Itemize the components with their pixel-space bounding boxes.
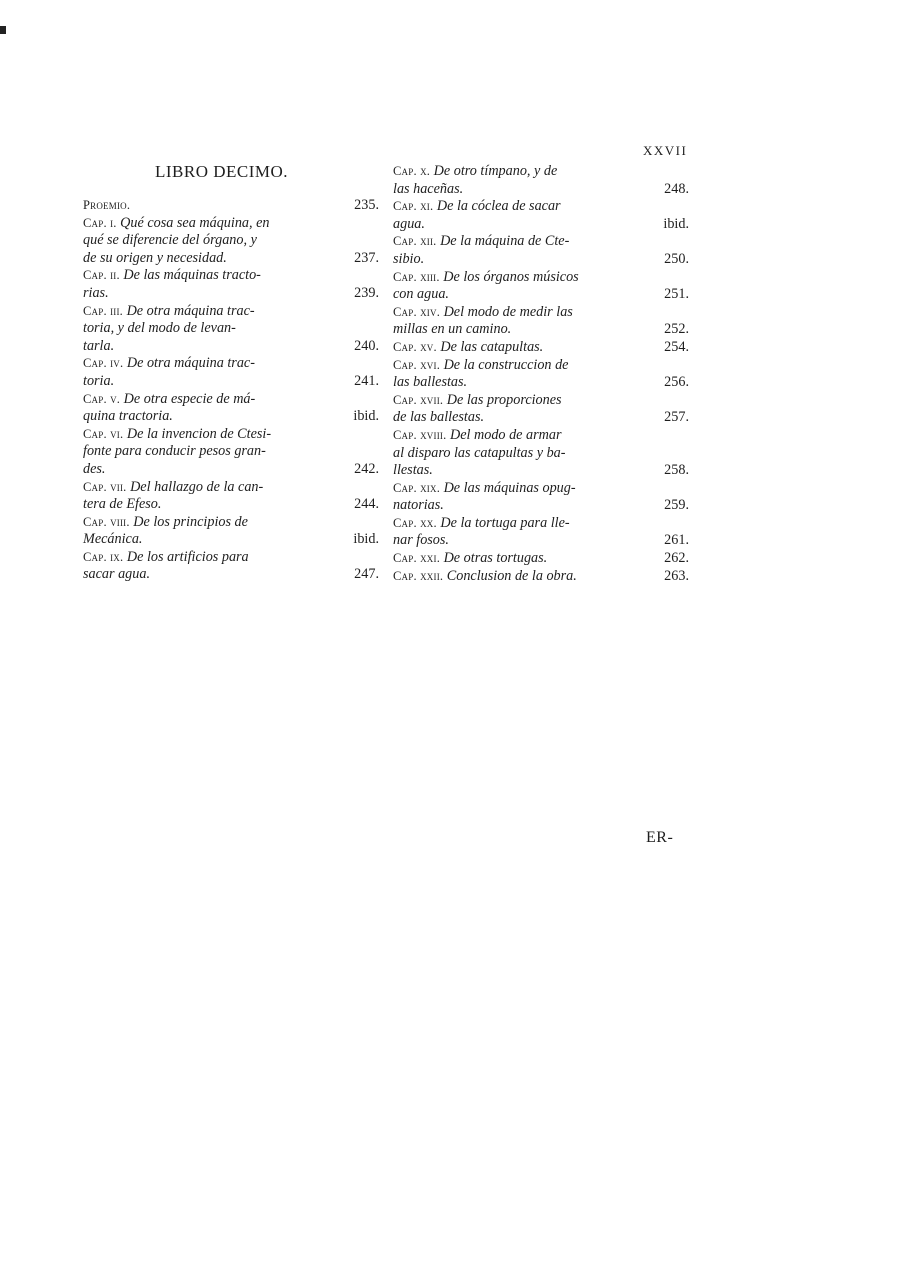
toc-entry-line [83,408,379,426]
toc-entry-line [83,443,379,461]
chapter-title-text: agua. [393,215,425,232]
chapter-title-text: al disparo las catapultas y ba- [393,444,566,461]
toc-entry-line [83,461,379,479]
toc-entry [83,426,379,479]
toc-entry-line [393,286,689,304]
chapter-title-text: fonte para conducir pesos gran- [83,443,266,460]
chapter-title-text: De otras tortugas. [440,550,548,567]
page-reference: 244. [354,496,379,513]
chapter-label: Cap. xi. [393,199,434,214]
toc-entry-line [393,550,689,568]
page-reference: 240. [354,337,379,354]
chapter-title-text: rias. [83,284,109,301]
toc-entry-line [83,549,379,567]
toc-entry-line [393,374,689,392]
chapter-label: Cap. xxi. [393,551,441,566]
chapter-title-text: Del modo de armar [446,426,562,443]
chapter-title-text: De la cóclea de sacar [433,198,561,215]
chapter-title-text: de su origen y necesidad. [83,249,227,266]
chapter-title-text: De las proporciones [443,391,562,408]
chapter-title-text: sibio. [393,250,425,267]
toc-entry-line [393,357,689,375]
toc-entry-line [83,514,379,532]
chapter-title-text: las ballestas. [393,374,468,391]
page-reference: 250. [664,250,689,267]
page-number: XXVII [643,143,688,158]
toc-entry-line [393,427,689,445]
chapter-label: Cap. i. [83,215,117,230]
toc-entry [393,339,689,357]
page-reference: 258. [664,462,689,479]
page-reference: 262. [664,550,689,567]
chapter-title-text: nar fosos. [393,532,449,549]
toc-entry-line [393,445,689,463]
chapter-title-text: De otra especie de má- [120,390,256,407]
toc-entry-line [83,355,379,373]
toc-entry-line [83,531,379,549]
toc-entry-line [83,197,379,215]
toc-entry-line [83,338,379,356]
chapter-label: Cap. ii. [83,268,120,283]
toc-entry-line [393,339,689,357]
toc-entry-line [83,267,379,285]
chapter-title-text: De otra máquina trac- [123,355,255,372]
chapter-title-text: De otra máquina trac- [123,302,255,319]
toc-entry-line [393,269,689,287]
chapter-label: Cap. xix. [393,480,441,495]
chapter-label: Cap. xviii. [393,427,447,442]
toc-entry-line [393,198,689,216]
toc-entry [83,514,379,549]
chapter-label: Cap. v. [83,391,121,406]
chapter-label: Cap. xvii. [393,392,444,407]
page-reference: 235. [354,197,379,213]
toc-entry [83,197,379,215]
chapter-title-text: De la construccion de [440,356,569,373]
toc-entry-line [83,479,379,497]
toc-entry [393,392,689,427]
page-reference: 252. [664,321,689,338]
toc-entry-line [393,409,689,427]
chapter-label: Cap. xii. [393,234,437,249]
chapter-title-text: Mecánica. [83,531,143,548]
page-reference: 241. [354,372,379,389]
toc-entry-line [393,304,689,322]
chapter-title-text: De los principios de [129,513,248,530]
chapter-title-text: Del modo de medir las [440,303,573,320]
chapter-title-text: Del hallazgo de la can- [126,478,264,495]
page-reference: 263. [664,567,689,584]
toc-entry [393,550,689,568]
chapter-title-text: De otro tímpano, y de [430,163,558,179]
toc-entry-line [83,215,379,233]
toc-entry-line [83,566,379,584]
chapter-label: Cap. iii. [83,303,124,318]
toc-entry-line [83,250,379,268]
book-title: LIBRO DECIMO. [155,162,289,181]
toc-entry-line [83,391,379,409]
chapter-title-text: qué se diferencie del órgano, y [83,232,257,249]
chapter-title-text: llestas. [393,462,433,479]
page-reference: 247. [354,566,379,583]
catchword: ER- [646,829,674,846]
page-reference: 248. [664,180,689,197]
chapter-title-text: De los órganos músicos [439,268,579,285]
toc-entry [393,198,689,233]
chapter-title-text: quina tractoria. [83,408,173,425]
chapter-title-text: De la máquina de Cte- [436,233,570,250]
page-reference: ibid. [353,408,379,425]
chapter-title-text: Conclusion de la obra. [443,567,577,584]
toc-left-column [83,197,379,584]
chapter-label: Cap. xv. [393,339,437,354]
chapter-label: Cap. x. [393,164,431,178]
chapter-label: Cap. vii. [83,479,127,494]
toc-entry-line [393,392,689,410]
toc-entry [393,515,689,550]
toc-entry [83,355,379,390]
toc-entry [393,269,689,304]
chapter-label: Cap. viii. [83,514,130,529]
toc-entry-line [393,462,689,480]
page-reference: 239. [354,284,379,301]
chapter-title-text: De las máquinas opug- [440,479,576,496]
chapter-title-text: De los artificios para [123,548,249,565]
chapter-title-text: toria. [83,372,115,389]
toc-entry-line [393,233,689,251]
chapter-title-text: des. [83,460,106,477]
chapter-label: Cap. xvi. [393,357,441,372]
page-edge-mark [0,26,6,34]
toc-entry-line [83,373,379,391]
chapter-label: Cap. ix. [83,549,124,564]
page-reference: 256. [664,374,689,391]
chapter-title-text: de las ballestas. [393,409,485,426]
chapter-title-text: toria, y del modo de levan- [83,320,236,337]
chapter-label: Cap. iv. [83,356,124,371]
toc-entry-line [83,232,379,250]
chapter-title-text: De las catapultas. [436,338,544,355]
toc-entry-line [393,515,689,533]
toc-entry-line [393,251,689,269]
chapter-title-text: De la tortuga para lle- [436,514,570,531]
chapter-label: Cap. xiii. [393,269,440,284]
toc-entry-line [393,480,689,498]
toc-entry [393,480,689,515]
chapter-title-text: De las máquinas tracto- [119,267,261,284]
page-reference: 237. [354,249,379,266]
chapter-title-text: millas en un camino. [393,321,512,338]
chapter-label: Cap. vi. [83,426,124,441]
toc-entry [393,357,689,392]
toc-entry-line [393,497,689,515]
page-reference: 254. [664,338,689,355]
page-reference: 251. [664,286,689,303]
chapter-title-text: con agua. [393,286,449,303]
toc-entry-line [83,320,379,338]
toc-entry [83,549,379,584]
chapter-title-text: natorias. [393,497,444,514]
toc-entry [393,427,689,480]
toc-entry [393,233,689,268]
toc-entry-line [393,321,689,339]
page-reference: 261. [664,532,689,549]
toc-entry [83,215,379,268]
chapter-title-text: sacar agua. [83,566,150,583]
page-reference: 257. [664,409,689,426]
chapter-label: Cap. xx. [393,515,437,530]
page-reference: 259. [664,497,689,514]
toc-entry [83,303,379,356]
chapter-title-text: tera de Efeso. [83,496,162,513]
chapter-title-text: Qué cosa sea máquina, en [116,214,270,231]
chapter-label: Cap. xiv. [393,304,441,319]
page-reference: ibid. [353,531,379,548]
chapter-title-text: De la invencion de Ctesi- [123,425,272,442]
toc-entry-line [393,181,689,199]
toc-entry-line [393,163,689,181]
toc-right-column [393,163,689,585]
toc-entry-line [83,496,379,514]
page-reference: ibid. [663,215,689,232]
chapter-title-text: las haceñas. [393,180,464,197]
toc-entry [393,304,689,339]
toc-entry-line [83,285,379,303]
page-reference: 242. [354,460,379,477]
toc-entry-line [83,426,379,444]
toc-entry [83,391,379,426]
toc-entry [83,267,379,302]
toc-entry-line [393,532,689,550]
chapter-label: Cap. xxii. [393,568,444,583]
toc-entry-line [393,216,689,234]
chapter-label: Proemio. [83,198,131,212]
toc-entry [393,163,689,198]
toc-entry-line [393,568,689,586]
toc-entry [83,479,379,514]
toc-entry [393,568,689,586]
toc-entry-line [83,303,379,321]
chapter-title-text: tarla. [83,337,115,354]
